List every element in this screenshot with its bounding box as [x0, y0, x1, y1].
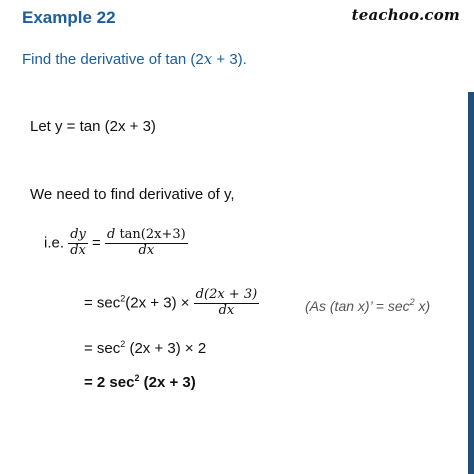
final-answer	[84, 374, 196, 391]
final-answer-suffix: (2x + 3)	[139, 374, 196, 391]
fraction-denominator: dx	[138, 242, 155, 258]
ie-label: i.e.	[44, 234, 65, 252]
final-answer-prefix: = 2 sec	[84, 374, 135, 391]
dy-dx-fraction	[68, 228, 88, 259]
rule-note-prefix: (As (tan x)’ = sec	[305, 298, 410, 314]
let-statement: Let y = tan (2x + 3)	[30, 118, 156, 135]
step-three-prefix: = sec	[84, 340, 121, 357]
derivative-tan-fraction	[105, 228, 188, 259]
step-two-equation	[84, 288, 259, 319]
tan-expression: tan(2x+3)	[119, 227, 186, 242]
fraction-denominator: dx	[218, 302, 235, 318]
question-prefix: Find the derivative of tan (2	[22, 51, 204, 68]
step-two-exponent: 2	[120, 293, 126, 304]
derivative-inner-fraction	[194, 288, 260, 319]
right-accent-bar-gap	[468, 0, 474, 92]
final-answer-exponent: 2	[134, 373, 140, 383]
fraction-numerator: dy	[70, 227, 86, 242]
question-variable: x	[203, 50, 213, 68]
step-two-middle: (2x + 3) ×	[125, 294, 190, 312]
rule-note-exponent: 2	[409, 297, 415, 307]
brand-logo-text: teachoo.com	[351, 6, 460, 24]
equals-sign: =	[92, 234, 101, 252]
rule-note	[305, 298, 430, 314]
rule-note-suffix: x)	[414, 298, 431, 314]
question-suffix: + 3).	[212, 51, 247, 68]
question-text	[22, 50, 247, 68]
step-three-suffix: (2x + 3) × 2	[125, 340, 207, 357]
fraction-denominator: dx	[70, 242, 86, 258]
page-title: Example 22	[22, 8, 116, 27]
step-two-prefix: = sec	[84, 294, 121, 312]
step-three-equation	[84, 340, 206, 357]
step-three-exponent: 2	[120, 339, 126, 349]
ie-equation	[44, 228, 188, 259]
d-operator: d	[106, 227, 116, 242]
fraction-numerator: d(2x + 3)	[195, 287, 258, 302]
fraction-numerator	[105, 228, 188, 244]
need-statement: We need to find derivative of y,	[30, 186, 235, 203]
